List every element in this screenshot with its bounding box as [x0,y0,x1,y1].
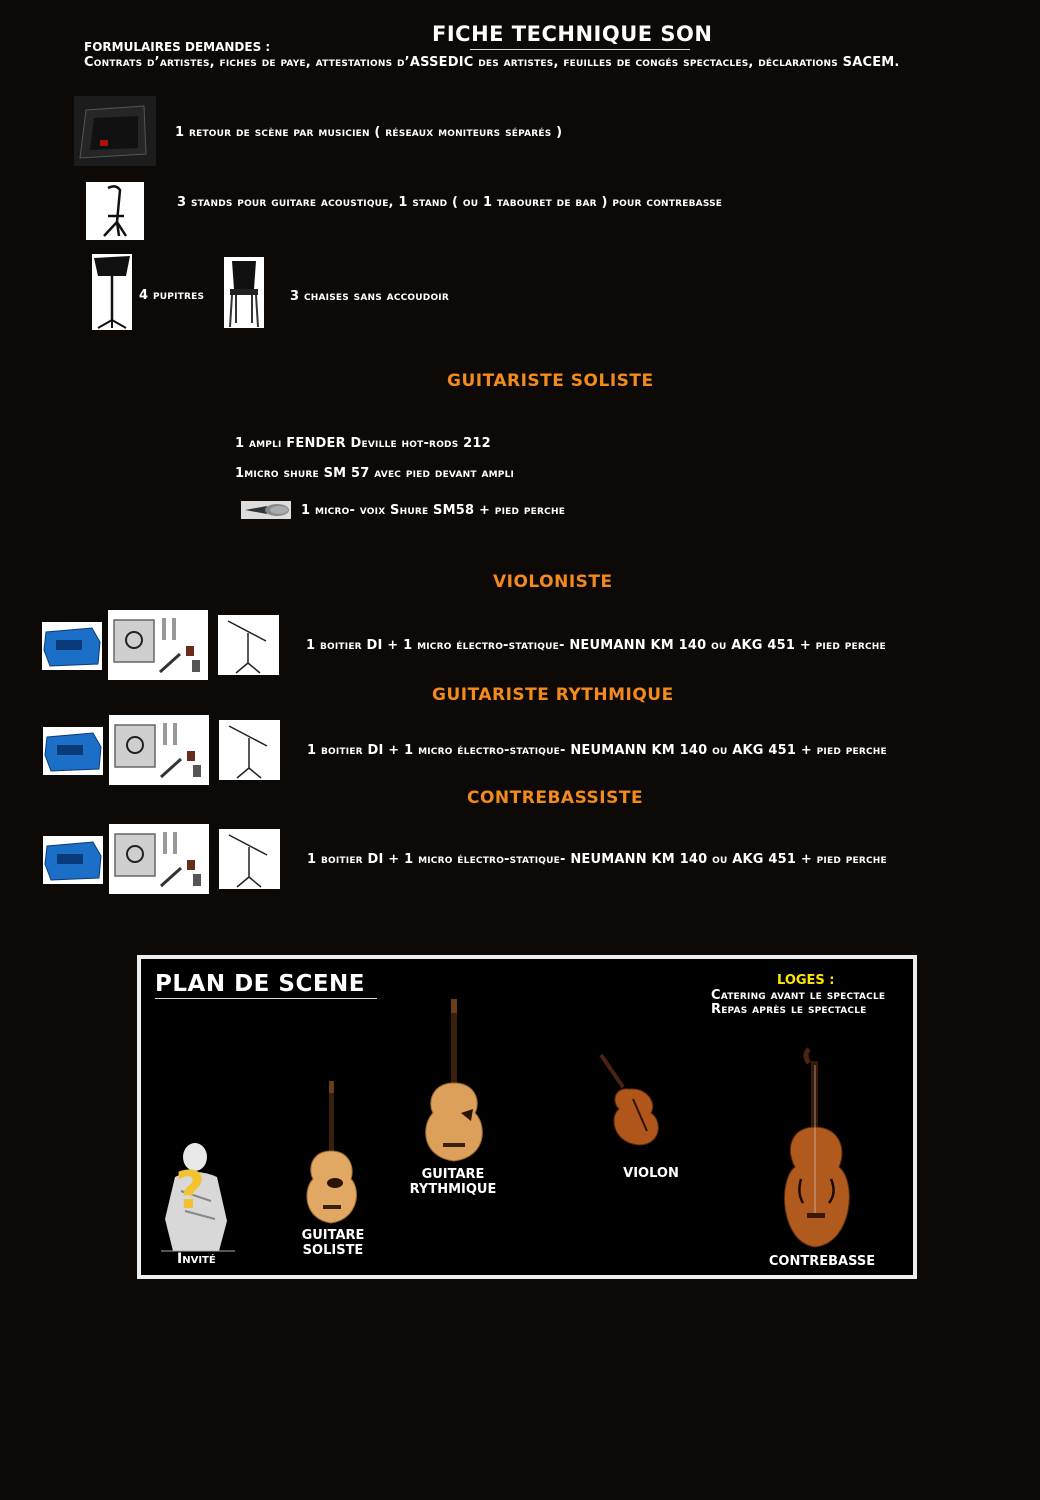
rhythm-akg-kit-image [109,715,209,785]
bass-di-box-image [43,836,103,884]
chair-image [224,257,264,328]
soloist-amp-spec: 1 ampli FENDER Deville hot-rods 212 [235,436,491,451]
loges-catering: Catering avant le spectacle [711,988,886,1003]
solo-guitar-image [299,1079,363,1225]
guest-label: Invité [177,1251,216,1267]
double-bass-image [773,1045,865,1251]
loges-meal: Repas après le spectacle [711,1002,867,1017]
music-stand-image [92,254,132,330]
forms-heading: FORMULAIRES DEMANDES : [84,40,271,54]
guest-question-mark: ? [175,1161,206,1221]
loges-label: LOGES : [777,973,835,988]
stage-monitor-image [74,96,156,166]
violinist-heading: VIOLONISTE [493,572,613,592]
solo-guitar-label-line1: GUITARE [301,1228,365,1243]
rhythm-guitar-label-line1: GUITARE [421,1167,485,1182]
rhythm-guitar-image [417,997,491,1163]
forms-list: Contrats d’artistes, fiches de paye, attestations d’ASSEDIC des artistes, feuilles de congés spectacles, déclarations SACEM. [84,55,900,70]
rhythm-di-box-image [43,727,103,775]
solo-guitar-label-line2: SOLISTE [302,1243,364,1258]
rhythm-boom-stand-image [219,720,280,780]
double-bass-label: CONTREBASSE [768,1254,876,1269]
violin-label: VIOLON [623,1166,679,1181]
sm58-microphone-image [241,501,291,519]
violin-akg-kit-image [108,610,208,680]
bassist-heading: CONTREBASSISTE [467,788,644,808]
bass-akg-kit-image [109,824,209,894]
bassist-spec: 1 boitier DI + 1 micro électro-statique- NEUMANN KM 140 ou AKG 451 + pied perche [307,852,887,867]
solo-guitar-label [291,1228,375,1258]
violinist-spec: 1 boitier DI + 1 micro électro-statique- NEUMANN KM 140 ou AKG 451 + pied perche [306,638,886,653]
bass-boom-stand-image [219,829,280,889]
music-stands-spec: 4 pupitres [139,288,205,303]
stage-plan-title-underline [155,998,377,999]
soloist-heading: GUITARISTE SOLISTE [447,371,654,391]
chairs-spec: 3 chaises sans accoudoir [290,289,449,304]
stands-spec: 3 stands pour guitare acoustique, 1 stand ( ou 1 tabouret de bar ) pour contrebasse [177,195,723,210]
monitor-spec: 1 retour de scène par musicien ( réseaux moniteurs séparés ) [175,125,563,140]
guest-silhouette-image [161,1141,235,1253]
violin-di-box-image [42,622,102,670]
title-underline [470,49,690,50]
stage-plan [137,955,917,1279]
rhythm-heading: GUITARISTE RYTHMIQUE [432,685,674,705]
page-title: FICHE TECHNIQUE SON [432,22,713,46]
stage-plan-title: PLAN DE SCENE [155,971,365,997]
guitar-stand-image [86,182,144,240]
rhythm-spec: 1 boitier DI + 1 micro électro-statique- NEUMANN KM 140 ou AKG 451 + pied perche [307,743,887,758]
violin-image [589,1051,673,1149]
soloist-mic-spec: 1micro shure SM 57 avec pied devant ampli [235,466,515,481]
rhythm-guitar-label [403,1167,503,1197]
soloist-voice-spec: 1 micro- voix Shure SM58 + pied perche [301,503,566,518]
rhythm-guitar-label-line2: RYTHMIQUE [409,1182,497,1197]
violin-boom-stand-image [218,615,279,675]
